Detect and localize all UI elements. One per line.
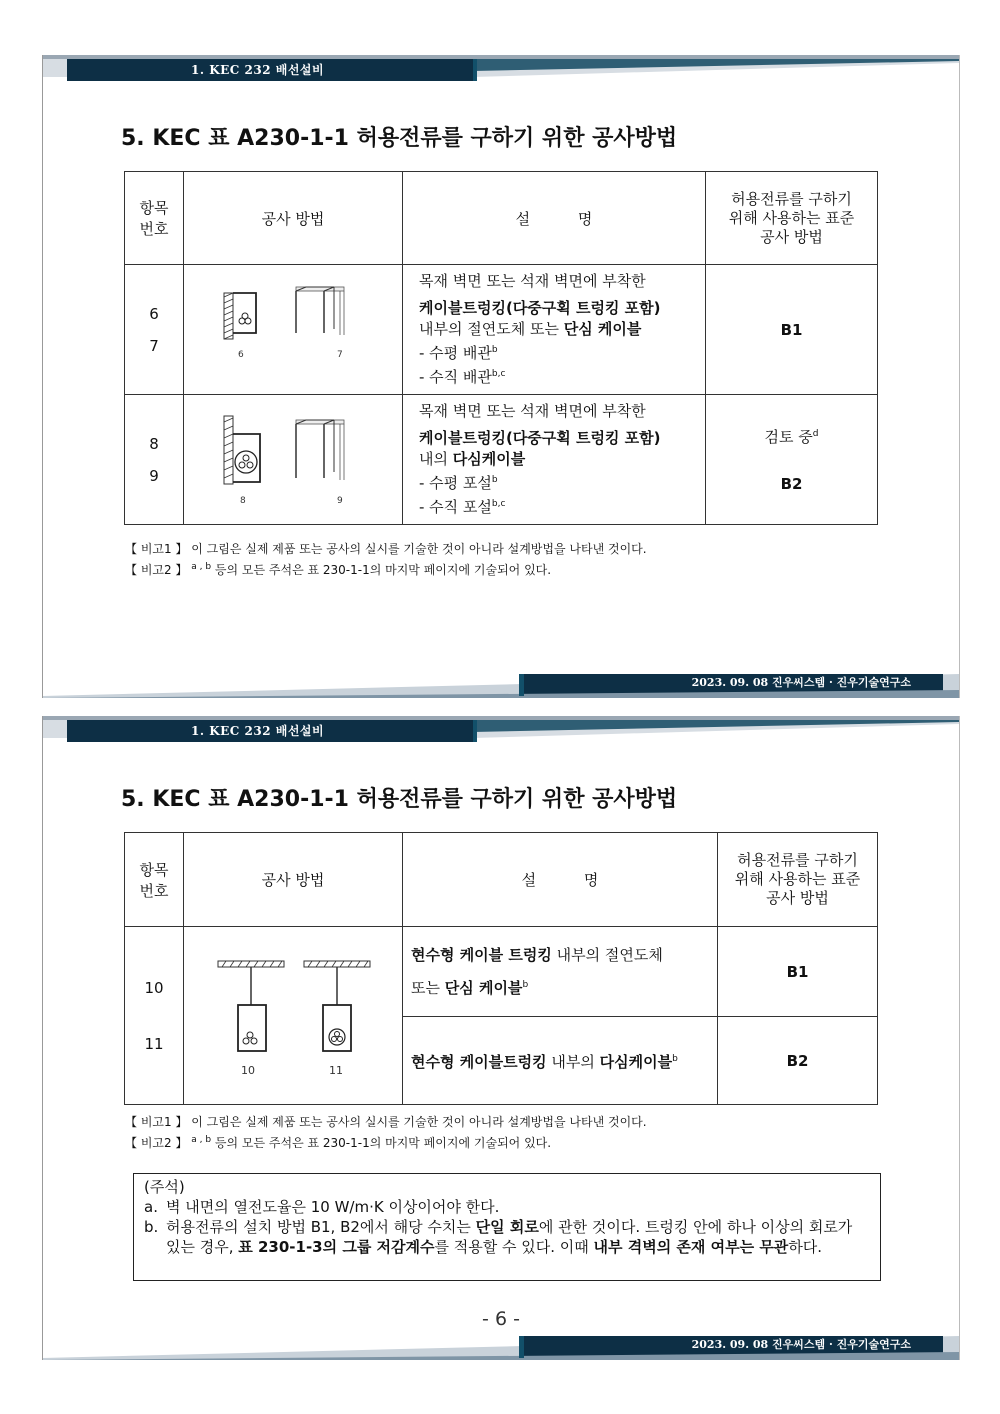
standard-method-value: B2 bbox=[780, 475, 803, 493]
header-bar bbox=[43, 55, 959, 85]
table-row bbox=[125, 265, 878, 395]
remark-1: 【 비고1 】 이 그림은 실제 제품 또는 공사의 실시를 기술한 것이 아니라 설계방법을 나타낸 것이다. bbox=[125, 1115, 647, 1129]
item-numbers bbox=[125, 927, 184, 1105]
header-standard: 허용전류를 구하기 위해 사용하는 표준 공사 방법 bbox=[718, 833, 878, 927]
description-line: - 수직 배관$^{b,c}$ bbox=[419, 368, 506, 386]
footnote-heading: (주석) bbox=[144, 1178, 185, 1196]
description-line: 케이블트렁킹(다중구획 트렁킹 포함) bbox=[419, 299, 661, 317]
remark-1: 【 비고1 】 이 그림은 실제 제품 또는 공사의 실시를 기술한 것이 아니라 설계방법을 나타낸 것이다. bbox=[125, 542, 647, 556]
header-label: 1. KEC 232 배선설비 bbox=[191, 63, 325, 77]
description-cell: 현수형 케이블 트렁킹 내부의 절연도체 또는 단심 케이블$^b$ bbox=[403, 927, 718, 1017]
standard-method-cell: B2 bbox=[718, 1017, 878, 1105]
figure-label: 8 bbox=[240, 495, 246, 506]
standard-method-cell bbox=[706, 395, 878, 525]
footer-label: 2023. 09. 08 진우씨스템 · 진우기술연구소 bbox=[691, 1338, 911, 1351]
standard-method-cell: B1 bbox=[718, 927, 878, 1017]
method-figure-cell bbox=[184, 927, 403, 1105]
footnote-box bbox=[133, 1173, 881, 1281]
item-numbers bbox=[125, 395, 184, 525]
description-line: - 수평 포설$^b$ bbox=[419, 474, 498, 492]
header-bar bbox=[43, 716, 959, 746]
description-line: 목재 벽면 또는 석재 벽면에 부착한 bbox=[419, 402, 646, 420]
description-line: - 수평 배관$^b$ bbox=[419, 344, 498, 362]
wall-trunking-figure bbox=[218, 285, 368, 375]
item-number: 9 bbox=[149, 466, 159, 485]
description-line: 케이블트렁킹(다중구획 트렁킹 포함) bbox=[419, 429, 661, 447]
description-line: 목재 벽면 또는 석재 벽면에 부착한 bbox=[419, 272, 646, 290]
table-row bbox=[125, 927, 878, 1017]
item-number: 7 bbox=[149, 336, 159, 355]
figure-label: 11 bbox=[329, 1063, 343, 1077]
header-item-no: 항목 번호 bbox=[125, 833, 184, 927]
page-title: 5. KEC 표 A230-1-1 허용전류를 구하기 위한 공사방법 bbox=[121, 126, 678, 151]
method-figure-cell bbox=[184, 265, 403, 395]
remark-2: 【 비고2 】 $^{a , b}$ 등의 모든 주석은 표 230-1-1의 마지막 페이지에 기술되어 있다. bbox=[125, 1135, 552, 1150]
item-number: 10 bbox=[144, 978, 164, 997]
item-numbers bbox=[125, 265, 184, 395]
header-item-no: 항목 번호 bbox=[125, 172, 184, 265]
footnote-b: b. 허용전류의 설치 방법 B1, B2에서 해당 수치는 단일 회로에 관한 것이다. 트렁킹 안에 하나 이상의 회로가 있는 경우, 표 230-1-3의 그룹 저감계수를 적용할 수 있다. 이때 내부 격벽의 존재 여부는 무관하다. bbox=[144, 1218, 853, 1256]
description-line: 내부의 절연도체 또는 단심 케이블 bbox=[419, 320, 642, 338]
header-standard: 허용전류를 구하기 위해 사용하는 표준 공사 방법 bbox=[706, 172, 878, 265]
description-line: - 수직 포설$^{b,c}$ bbox=[419, 498, 506, 516]
header-desc: 설 명 bbox=[403, 833, 718, 927]
header-method: 공사 방법 bbox=[184, 172, 403, 265]
standard-method-pending: 검토 중$^d$ bbox=[764, 428, 819, 446]
method-table bbox=[124, 832, 878, 1105]
standard-method-cell: B1 bbox=[706, 265, 878, 395]
footer-label: 2023. 09. 08 진우씨스템 · 진우기술연구소 bbox=[691, 676, 911, 689]
page-number: - 6 - bbox=[482, 1308, 520, 1330]
suspended-trunking-figure bbox=[208, 951, 378, 1081]
method-figure-cell bbox=[184, 395, 403, 525]
page-title: 5. KEC 표 A230-1-1 허용전류를 구하기 위한 공사방법 bbox=[121, 787, 678, 812]
footnote-a: a. 벽 내면의 열전도율은 10 W/m·K 이상이어야 한다. bbox=[144, 1198, 500, 1216]
figure-label: 7 bbox=[337, 349, 343, 360]
figure-label: 6 bbox=[238, 349, 244, 360]
item-number: 6 bbox=[149, 304, 159, 323]
wall-multicore-figure bbox=[218, 410, 368, 510]
remark-2: 【 비고2 】 $^{a , b}$ 등의 모든 주석은 표 230-1-1의 마지막 페이지에 기술되어 있다. bbox=[125, 562, 552, 577]
header-desc: 설 명 bbox=[403, 172, 706, 265]
header-method: 공사 방법 bbox=[184, 833, 403, 927]
description-cell: 현수형 케이블트렁킹 내부의 다심케이블$^b$ bbox=[403, 1017, 718, 1105]
description-line: 내의 다심케이블 bbox=[419, 450, 526, 468]
slide-2 bbox=[42, 716, 960, 1360]
item-number: 8 bbox=[149, 434, 159, 453]
method-table bbox=[124, 171, 878, 525]
header-label: 1. KEC 232 배선설비 bbox=[191, 724, 325, 738]
figure-label: 9 bbox=[337, 495, 343, 506]
figure-label: 10 bbox=[241, 1063, 255, 1077]
description-cell bbox=[403, 395, 706, 525]
item-number: 11 bbox=[144, 1034, 164, 1053]
description-cell bbox=[403, 265, 706, 395]
slide-1 bbox=[42, 55, 960, 698]
table-row bbox=[125, 395, 878, 525]
